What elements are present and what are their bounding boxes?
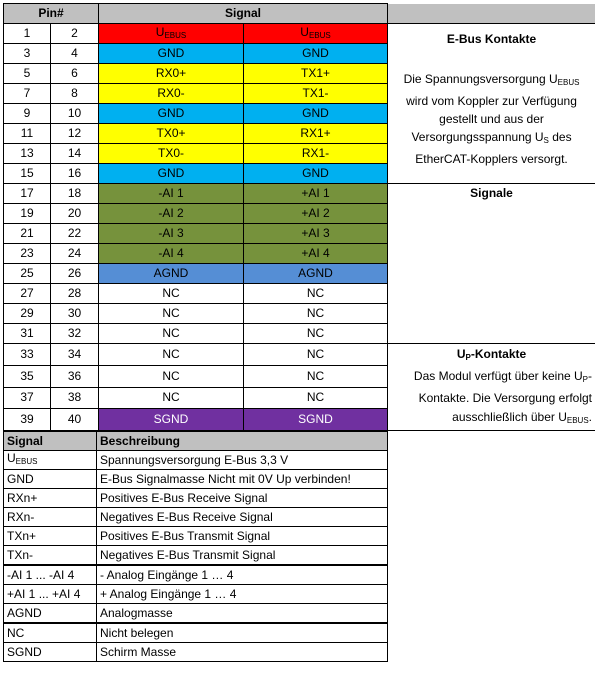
pin-row bbox=[4, 184, 595, 204]
signal-text: +AI 3 bbox=[301, 226, 330, 240]
pin-number-b: 32 bbox=[51, 324, 99, 344]
signal-text: AGND bbox=[153, 266, 189, 280]
signal-text: GND bbox=[157, 46, 185, 60]
pin-number-a: 37 bbox=[4, 387, 51, 409]
signal-description-table bbox=[3, 431, 388, 662]
signal-text: GND bbox=[302, 46, 329, 60]
pin-number-b: 30 bbox=[51, 304, 99, 324]
signal-b bbox=[244, 224, 388, 244]
signal-a bbox=[99, 224, 244, 244]
desc-signal-text: U bbox=[7, 451, 16, 465]
signal-a bbox=[99, 104, 244, 124]
signal-text: NC bbox=[306, 346, 325, 361]
desc-signal bbox=[4, 546, 97, 566]
pin-number-b: 10 bbox=[51, 104, 99, 124]
signal-text: NC bbox=[306, 390, 325, 405]
desc-signal bbox=[4, 508, 97, 527]
signal-text: RX1- bbox=[301, 146, 330, 160]
pin-number-b: 6 bbox=[51, 64, 99, 84]
signal-text: NC bbox=[162, 368, 180, 383]
signal-b bbox=[244, 409, 388, 431]
desc-description: Negatives E-Bus Transmit Signal bbox=[97, 546, 388, 566]
desc-row bbox=[4, 604, 388, 624]
up-note-text bbox=[391, 367, 592, 430]
desc-row bbox=[4, 508, 388, 527]
pin-number-b: 2 bbox=[51, 24, 99, 44]
signal-text: NC bbox=[162, 326, 180, 340]
up-title-part: -Kontakte bbox=[470, 347, 527, 361]
signal-b bbox=[244, 104, 388, 124]
pin-number-a: 11 bbox=[4, 124, 51, 144]
desc-header-signal: Signal bbox=[4, 432, 97, 451]
desc-signal bbox=[4, 451, 97, 470]
signal-b bbox=[244, 204, 388, 224]
signal-b bbox=[244, 84, 388, 104]
signal-text: AGND bbox=[298, 266, 333, 280]
signal-text: -AI 4 bbox=[158, 246, 184, 260]
desc-row bbox=[4, 470, 388, 489]
ebus-text-part: des EtherCAT-Kopplers versorgt. bbox=[415, 130, 572, 166]
signal-text: NC bbox=[162, 306, 180, 320]
signal-text: +AI 1 bbox=[301, 186, 330, 200]
desc-table-header bbox=[4, 432, 388, 451]
pin-number-a: 33 bbox=[4, 344, 51, 366]
signal-b bbox=[244, 144, 388, 164]
signal-text: -AI 2 bbox=[158, 206, 184, 220]
signal-text: GND bbox=[302, 106, 329, 120]
signal-b bbox=[244, 304, 388, 324]
signal-a bbox=[99, 204, 244, 224]
desc-row bbox=[4, 585, 388, 604]
pin-number-b: 40 bbox=[51, 409, 99, 431]
desc-signal bbox=[4, 527, 97, 546]
signal-b bbox=[244, 244, 388, 264]
desc-table-body bbox=[4, 432, 388, 662]
pin-number-b: 20 bbox=[51, 204, 99, 224]
signal-b bbox=[244, 164, 388, 184]
desc-description: Nicht belegen bbox=[97, 623, 388, 643]
signal-a bbox=[99, 324, 244, 344]
signal-text: RX0- bbox=[157, 86, 185, 100]
signal-text: RX0+ bbox=[155, 66, 187, 80]
pin-number-a: 23 bbox=[4, 244, 51, 264]
signal-a bbox=[99, 164, 244, 184]
pin-number-a: 17 bbox=[4, 184, 51, 204]
signal-a bbox=[99, 387, 244, 409]
desc-row bbox=[4, 527, 388, 546]
pin-number-a: 35 bbox=[4, 365, 51, 387]
desc-signal-text: +AI 1 ... +AI 4 bbox=[7, 587, 81, 601]
up-title-part: U bbox=[456, 347, 466, 361]
signal-subscript: EBUS bbox=[164, 30, 187, 40]
signal-text: GND bbox=[157, 106, 185, 120]
up-note bbox=[388, 344, 595, 431]
pin-number-b: 12 bbox=[51, 124, 99, 144]
signal-a bbox=[99, 344, 244, 366]
pin-number-b: 18 bbox=[51, 184, 99, 204]
signal-a bbox=[99, 304, 244, 324]
header-signal: Signal bbox=[99, 4, 388, 24]
desc-signal bbox=[4, 643, 97, 662]
signal-a bbox=[99, 184, 244, 204]
desc-description: Spannungsversorgung E-Bus 3,3 V bbox=[97, 451, 388, 470]
desc-row bbox=[4, 643, 388, 662]
pin-number-b: 34 bbox=[51, 344, 99, 366]
desc-header-description: Beschreibung bbox=[97, 432, 388, 451]
signal-text: NC bbox=[162, 390, 180, 405]
ebus-note-title: E-Bus Kontakte bbox=[446, 32, 537, 46]
pin-number-a: 39 bbox=[4, 409, 51, 431]
desc-description: Schirm Masse bbox=[97, 643, 388, 662]
pin-number-a: 7 bbox=[4, 84, 51, 104]
pin-number-a: 15 bbox=[4, 164, 51, 184]
pin-number-b: 4 bbox=[51, 44, 99, 64]
signal-text: GND bbox=[302, 166, 329, 180]
signal-text: TX0+ bbox=[156, 126, 186, 140]
signal-text: NC bbox=[306, 326, 325, 340]
header-pin: Pin# bbox=[4, 4, 99, 24]
pin-number-a: 21 bbox=[4, 224, 51, 244]
pin-number-b: 24 bbox=[51, 244, 99, 264]
desc-signal-text: SGND bbox=[7, 645, 42, 659]
pin-number-a: 1 bbox=[4, 24, 51, 44]
signal-a bbox=[99, 144, 244, 164]
ebus-text-part: Die Spannungsversorgung U bbox=[403, 72, 558, 86]
pin-number-b: 14 bbox=[51, 144, 99, 164]
desc-row bbox=[4, 565, 388, 585]
pin-number-a: 27 bbox=[4, 284, 51, 304]
desc-description: - Analog Eingänge 1 … 4 bbox=[97, 565, 388, 585]
signal-a bbox=[99, 24, 244, 44]
signal-b bbox=[244, 324, 388, 344]
ebus-note bbox=[388, 24, 595, 184]
signal-text: RX1+ bbox=[300, 126, 331, 140]
pin-number-a: 31 bbox=[4, 324, 51, 344]
signal-text: NC bbox=[306, 306, 325, 320]
desc-signal bbox=[4, 585, 97, 604]
pin-number-b: 38 bbox=[51, 387, 99, 409]
signal-text: +AI 2 bbox=[301, 206, 330, 220]
pin-number-a: 25 bbox=[4, 264, 51, 284]
desc-description: Positives E-Bus Receive Signal bbox=[97, 489, 388, 508]
signal-text: -AI 1 bbox=[158, 186, 184, 200]
signale-note bbox=[388, 184, 595, 344]
signal-text: U bbox=[300, 24, 309, 39]
pin-row bbox=[4, 344, 595, 366]
signal-b bbox=[244, 284, 388, 304]
signal-text: TX1- bbox=[302, 86, 329, 100]
pin-number-a: 29 bbox=[4, 304, 51, 324]
up-text-sub: EBUS bbox=[566, 416, 589, 425]
signal-a bbox=[99, 409, 244, 431]
desc-row bbox=[4, 451, 388, 470]
desc-signal-text: TXn- bbox=[7, 548, 34, 562]
signal-text: +AI 4 bbox=[301, 246, 330, 260]
up-text-sub: P bbox=[582, 375, 589, 384]
ebus-note-text bbox=[392, 70, 591, 168]
ebus-text-part: wird vom Koppler zur Verfügung gestellt und aus der Versorgungsspannung U bbox=[406, 94, 577, 144]
pin-assignment-table bbox=[3, 3, 595, 431]
desc-description: Analogmasse bbox=[97, 604, 388, 624]
desc-signal-text: RXn- bbox=[7, 510, 35, 524]
ebus-text-sub: S bbox=[543, 136, 549, 145]
signal-text: TX1+ bbox=[301, 66, 331, 80]
desc-signal-text: TXn+ bbox=[7, 529, 37, 543]
signal-b bbox=[244, 44, 388, 64]
signal-a bbox=[99, 365, 244, 387]
signal-b bbox=[244, 264, 388, 284]
signal-text: -AI 3 bbox=[158, 226, 184, 240]
desc-signal-text: AGND bbox=[7, 606, 42, 620]
signal-text: SGND bbox=[298, 412, 333, 427]
signal-text: GND bbox=[157, 166, 185, 180]
pin-number-a: 13 bbox=[4, 144, 51, 164]
desc-signal bbox=[4, 489, 97, 508]
desc-row bbox=[4, 546, 388, 566]
signal-a bbox=[99, 84, 244, 104]
pin-table-body bbox=[4, 4, 595, 431]
pin-number-b: 26 bbox=[51, 264, 99, 284]
pin-number-b: 28 bbox=[51, 284, 99, 304]
signal-subscript: EBUS bbox=[308, 30, 331, 40]
desc-signal bbox=[4, 470, 97, 489]
signal-text: TX0- bbox=[157, 146, 184, 160]
pin-number-b: 22 bbox=[51, 224, 99, 244]
pin-number-b: 36 bbox=[51, 365, 99, 387]
pin-number-b: 16 bbox=[51, 164, 99, 184]
pin-row bbox=[4, 24, 595, 44]
signal-text: NC bbox=[162, 286, 180, 300]
up-text-part: -Kontakte. Die Versorgung erfolgt ausschließlich über U bbox=[418, 369, 593, 424]
signal-b bbox=[244, 124, 388, 144]
pin-table-header bbox=[4, 4, 595, 24]
pin-number-a: 19 bbox=[4, 204, 51, 224]
signal-b bbox=[244, 365, 388, 387]
desc-signal-sub: EBUS bbox=[15, 457, 38, 466]
desc-description: Negatives E-Bus Receive Signal bbox=[97, 508, 388, 527]
signal-text: NC bbox=[306, 286, 325, 300]
desc-row bbox=[4, 489, 388, 508]
pin-number-a: 3 bbox=[4, 44, 51, 64]
signal-text: NC bbox=[306, 368, 325, 383]
up-note-title bbox=[391, 345, 592, 367]
desc-description: + Analog Eingänge 1 … 4 bbox=[97, 585, 388, 604]
signal-b bbox=[244, 344, 388, 366]
signal-a bbox=[99, 64, 244, 84]
pin-number-a: 5 bbox=[4, 64, 51, 84]
signal-b bbox=[244, 184, 388, 204]
header-blank bbox=[388, 4, 595, 24]
desc-signal bbox=[4, 623, 97, 643]
pin-number-a: 9 bbox=[4, 104, 51, 124]
desc-signal bbox=[4, 565, 97, 585]
signal-a bbox=[99, 124, 244, 144]
signal-a bbox=[99, 44, 244, 64]
desc-description: Positives E-Bus Transmit Signal bbox=[97, 527, 388, 546]
up-title-sub: P bbox=[465, 353, 471, 362]
signal-text: SGND bbox=[153, 412, 189, 427]
signal-b bbox=[244, 387, 388, 409]
signal-text: NC bbox=[162, 346, 180, 361]
signale-title: Signale bbox=[470, 186, 513, 200]
desc-signal-text: -AI 1 ... -AI 4 bbox=[7, 568, 75, 582]
desc-description: E-Bus Signalmasse Nicht mit 0V Up verbinden! bbox=[97, 470, 388, 489]
desc-signal-text: RXn+ bbox=[7, 491, 38, 505]
up-text-part: Das Modul verfügt über keine U bbox=[413, 369, 583, 383]
signal-a bbox=[99, 244, 244, 264]
signal-a bbox=[99, 284, 244, 304]
desc-signal-text: NC bbox=[7, 626, 25, 640]
desc-row bbox=[4, 623, 388, 643]
signal-a bbox=[99, 264, 244, 284]
ebus-text-sub: EBUS bbox=[557, 78, 580, 87]
desc-signal-text: GND bbox=[7, 472, 34, 486]
signal-text: U bbox=[155, 24, 165, 39]
pin-number-b: 8 bbox=[51, 84, 99, 104]
signal-b bbox=[244, 64, 388, 84]
up-text-part: . bbox=[588, 410, 593, 424]
desc-signal bbox=[4, 604, 97, 624]
signal-b bbox=[244, 24, 388, 44]
